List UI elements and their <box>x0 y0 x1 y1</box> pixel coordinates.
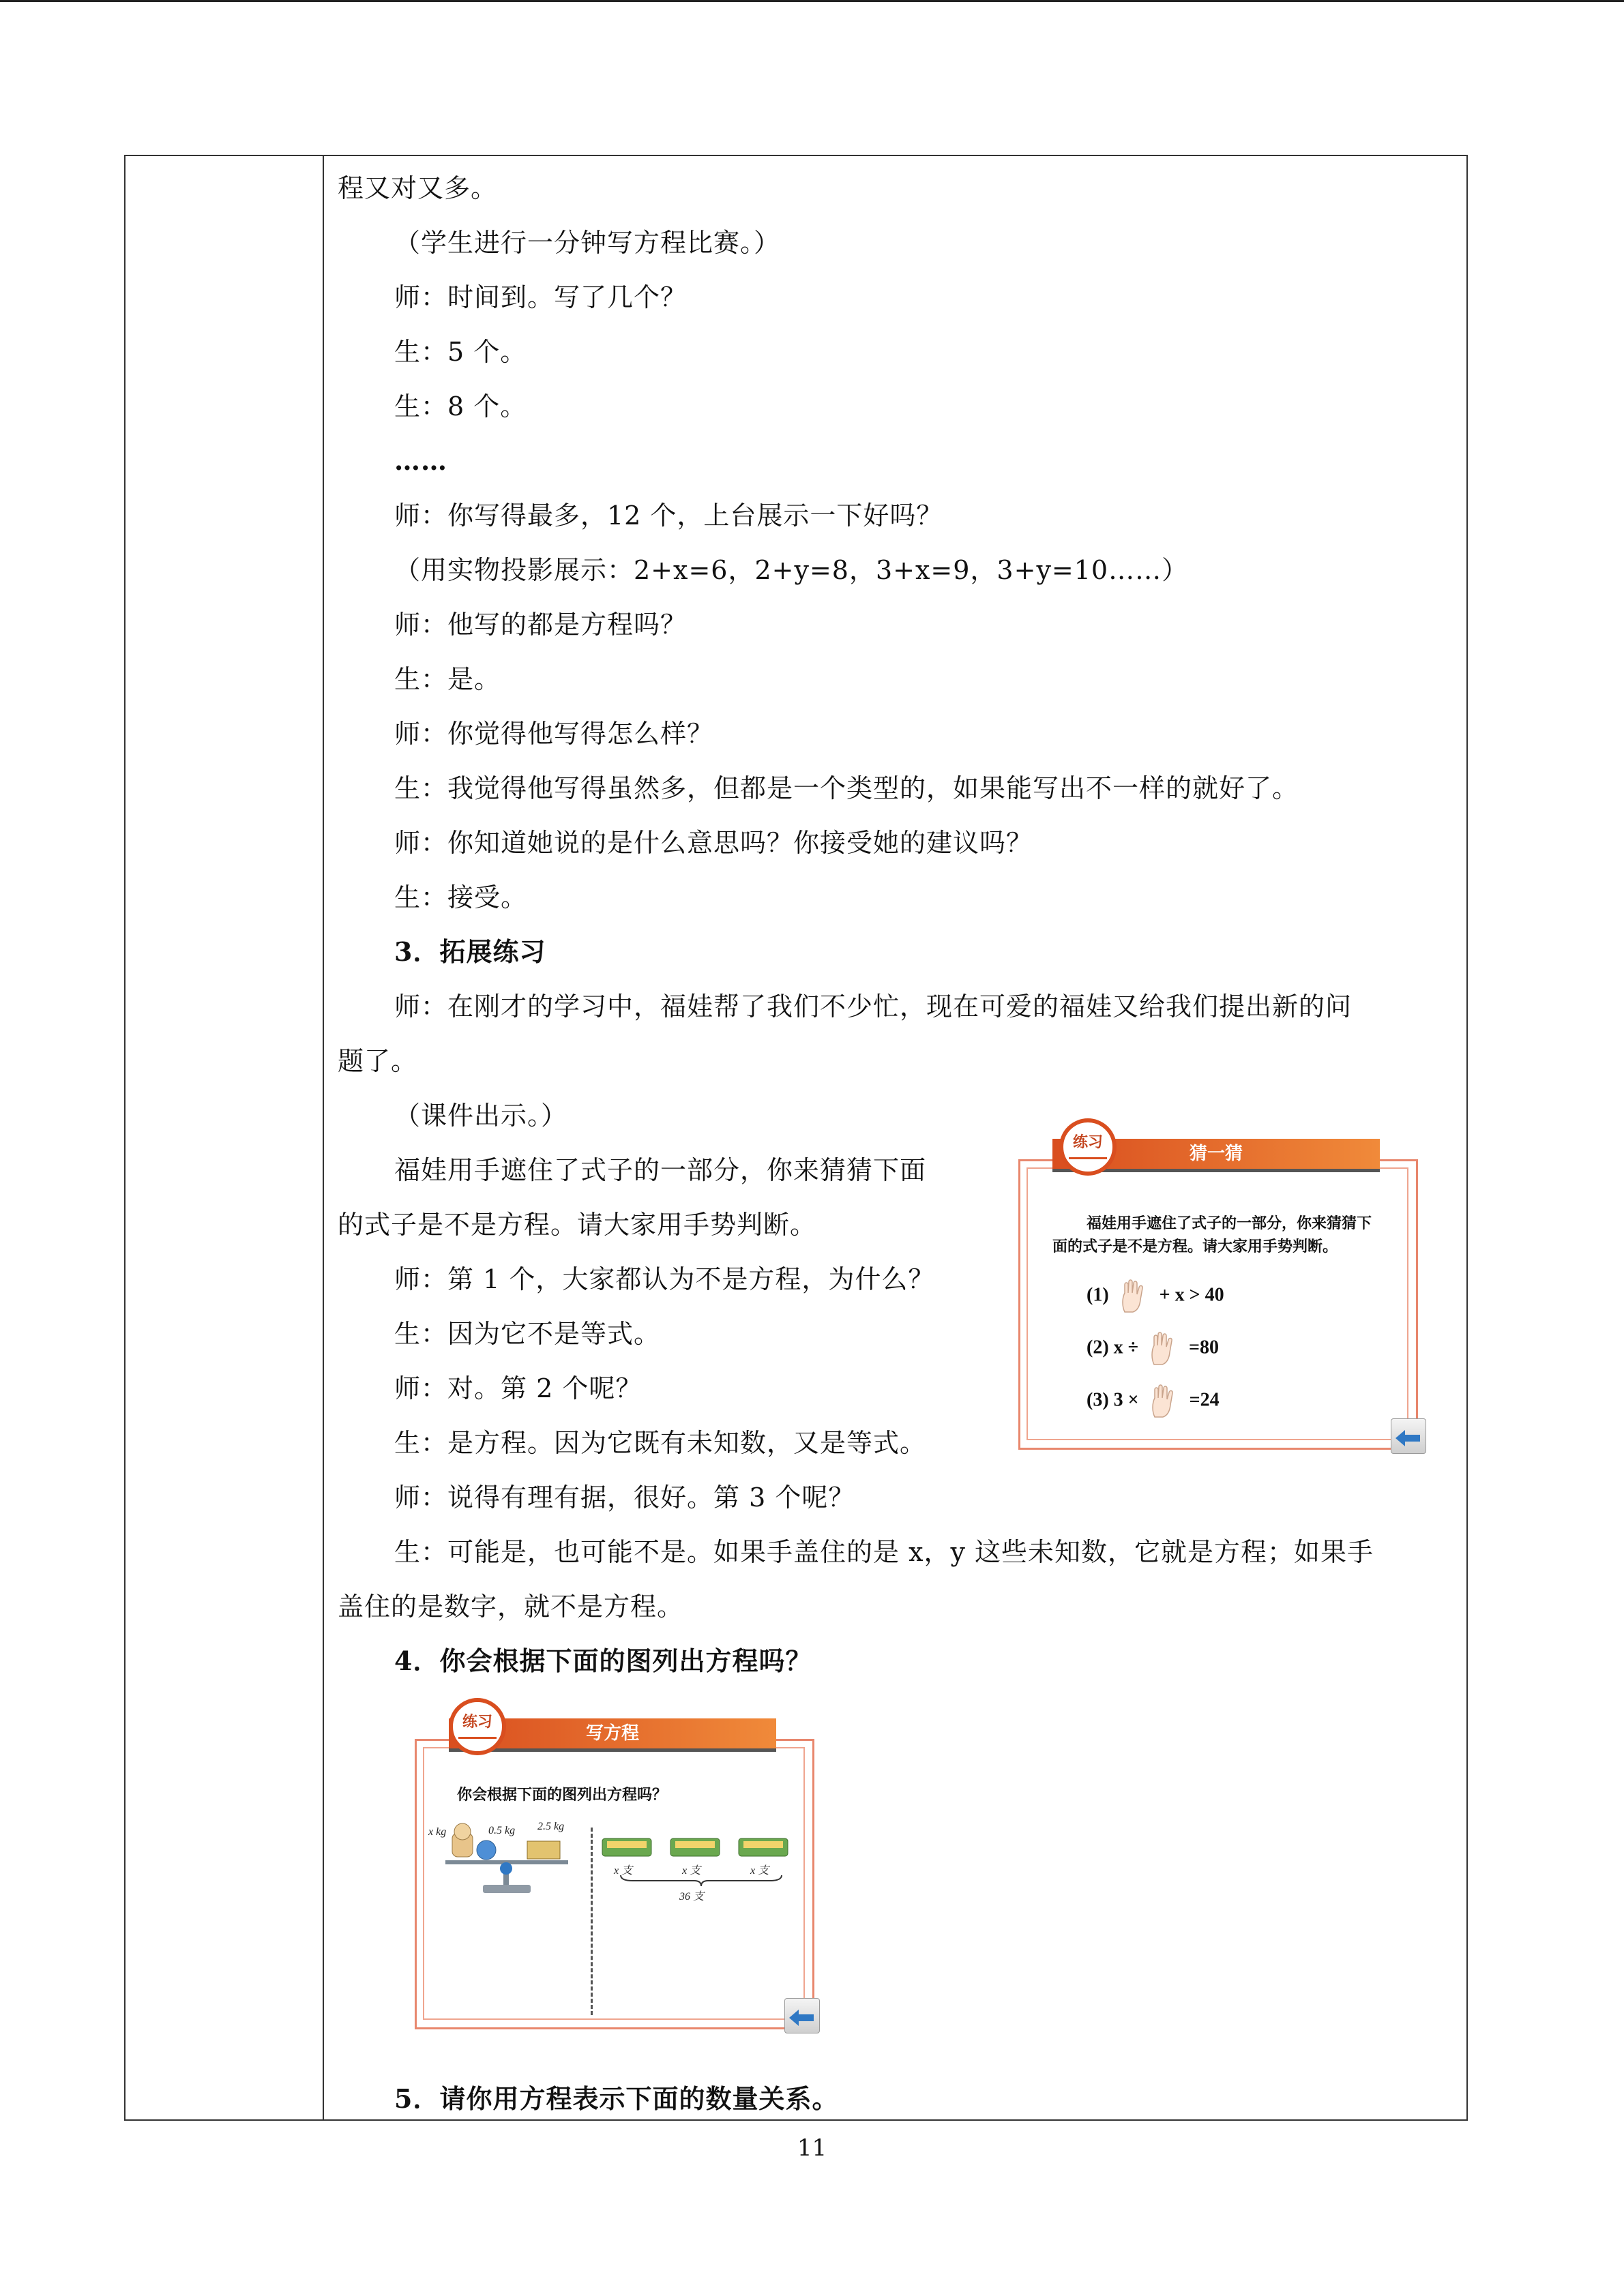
slide-prompt: 面的式子是不是方程。请大家用手势判断。 <box>1052 1238 1338 1255</box>
text-line: 师：对。第 2 个呢？ <box>394 1373 643 1403</box>
figure-divider <box>591 1828 593 2015</box>
label-half-kg: 0.5 kg <box>488 1825 516 1836</box>
hand-icon <box>1118 1279 1151 1313</box>
table-column-divider <box>323 156 324 2119</box>
back-arrow-icon <box>788 2006 816 2026</box>
text-line: 师：你知道她说的是什么意思吗？你接受她的建议吗？ <box>394 828 1033 858</box>
label-x-kg: x kg <box>428 1826 447 1838</box>
text-line: 师：你写得最多，12 个，上台展示一下好吗？ <box>394 501 943 531</box>
item-prefix: (3) 3 × <box>1087 1389 1139 1411</box>
practice-badge: 练习 <box>449 1698 506 1755</box>
text-line: 师：他写的都是方程吗？ <box>394 610 688 640</box>
guess-slide-figure <box>998 1118 1434 1466</box>
brace-icon <box>619 1874 783 1888</box>
back-button[interactable] <box>784 1998 820 2033</box>
label-two-half-kg: 2.5 kg <box>537 1821 565 1832</box>
text-line: 生：是方程。因为它既有未知数，又是等式。 <box>394 1428 927 1458</box>
text-line: （学生进行一分钟写方程比赛。） <box>394 228 781 258</box>
section-heading: 3．拓展练习 <box>394 936 546 967</box>
item-prefix: (2) x ÷ <box>1087 1337 1139 1358</box>
label-x-zhi: x 支 <box>614 1865 633 1877</box>
practice-badge: 练习 <box>1059 1118 1117 1176</box>
text-line: …… <box>394 445 447 476</box>
label-x-zhi: x 支 <box>750 1865 769 1877</box>
text-line: 盖住的是数字，就不是方程。 <box>338 1592 684 1622</box>
text-line: 生：可能是，也可能不是。如果手盖住的是 x，y 这些未知数，它就是方程；如果手 <box>394 1537 1374 1567</box>
text-line: 生：因为它不是等式。 <box>394 1319 661 1349</box>
section-heading: 5．请你用方程表示下面的数量关系。 <box>394 2083 839 2114</box>
text-line: 生：接受。 <box>394 882 528 912</box>
text-line: 师：在刚才的学习中，福娃帮了我们不少忙，现在可爱的福娃又给我们提出新的问 <box>394 992 1353 1022</box>
hand-icon <box>1148 1384 1181 1418</box>
text-line: 生：是。 <box>394 664 501 694</box>
text-line: （课件出示。） <box>394 1101 568 1131</box>
text-line: 师：第 1 个，大家都认为不是方程，为什么？ <box>394 1264 935 1294</box>
item-suffix: =80 <box>1189 1337 1219 1358</box>
item-suffix: + x > 40 <box>1159 1284 1224 1306</box>
text-line: 福娃用手遮住了式子的一部分，你来猜猜下面 <box>394 1155 927 1185</box>
slide-prompt: 你会根据下面的图列出方程吗？ <box>457 1787 668 1804</box>
pencil-boxes-icon <box>599 1833 803 1860</box>
back-arrow-icon <box>1394 1426 1423 1446</box>
page-top-rule <box>0 0 1624 2</box>
item-prefix: (1) <box>1087 1284 1109 1306</box>
text-line: 生：5 个。 <box>394 337 527 367</box>
guess-item-1 <box>1087 1279 1224 1313</box>
slide-title: 猜一猜 <box>1052 1139 1380 1172</box>
text-line: 生：8 个。 <box>394 391 527 421</box>
label-x-zhi: x 支 <box>682 1865 701 1877</box>
hand-icon <box>1147 1332 1180 1366</box>
text-line: 师：你觉得他写得怎么样？ <box>394 719 714 749</box>
item-suffix: =24 <box>1189 1389 1220 1411</box>
text-line: 师：说得有理有据，很好。第 3 个呢？ <box>394 1482 855 1512</box>
write-equation-slide-figure <box>394 1698 831 2050</box>
slide-title: 写方程 <box>449 1718 776 1752</box>
text-line: 的式子是不是方程。请大家用手势判断。 <box>338 1210 817 1240</box>
page-number: 11 <box>797 2134 827 2162</box>
text-line: 程又对又多。 <box>338 173 498 203</box>
label-36-zhi: 36 支 <box>679 1891 705 1903</box>
section-heading: 4．你会根据下面的图列出方程吗？ <box>394 1645 812 1676</box>
text-line: 生：我觉得他写得虽然多，但都是一个类型的，如果能写出不一样的就好了。 <box>394 773 1299 803</box>
text-line: 题了。 <box>338 1046 418 1076</box>
text-line: 师：时间到。写了几个？ <box>394 282 688 312</box>
back-button[interactable] <box>1391 1418 1426 1454</box>
text-line: （用实物投影展示：2+x=6，2+y=8，3+x=9，3+y=10……） <box>394 555 1189 585</box>
guess-item-2 <box>1087 1332 1219 1366</box>
guess-item-3 <box>1087 1384 1220 1418</box>
slide-prompt: 福娃用手遮住了式子的一部分，你来猜猜下 <box>1087 1215 1372 1232</box>
